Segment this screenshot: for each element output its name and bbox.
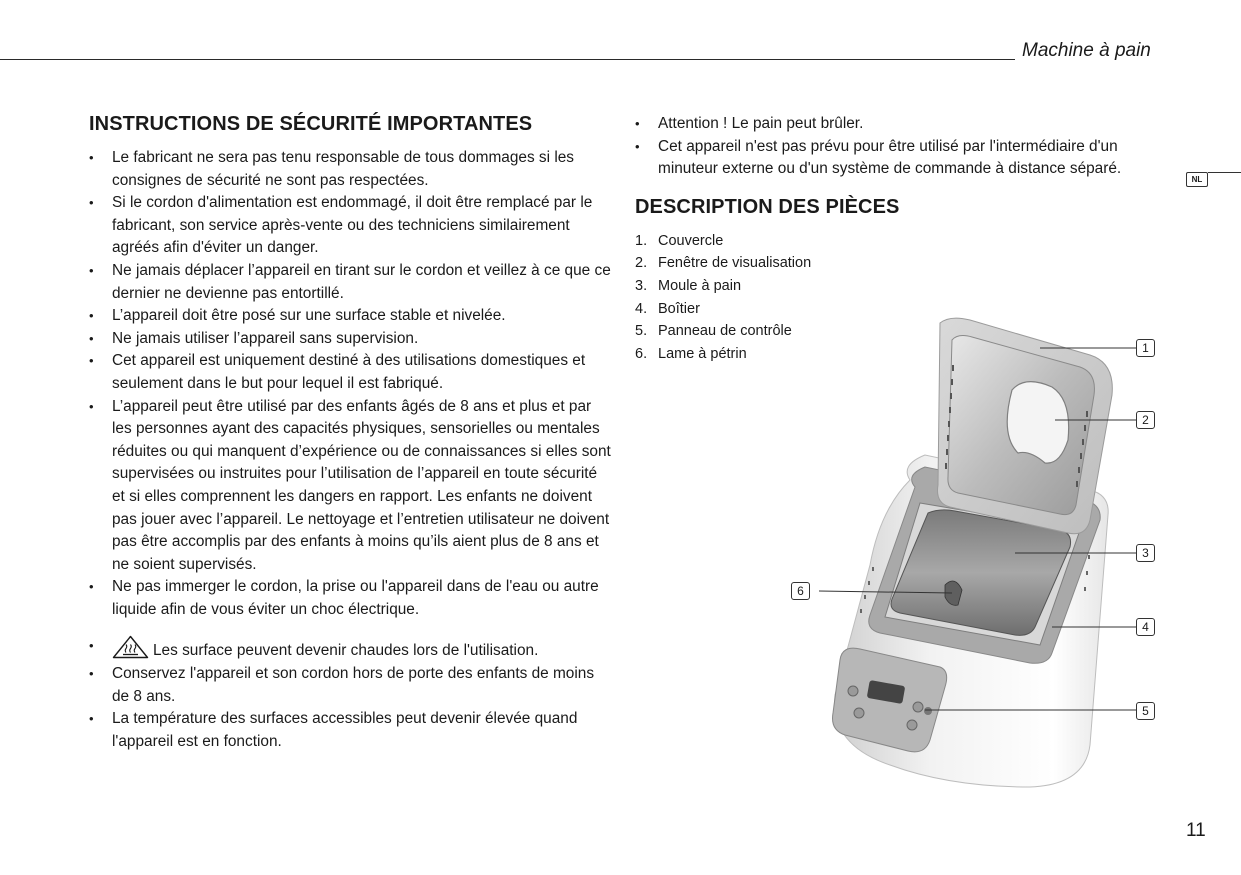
parts-item-number: 2. xyxy=(635,255,648,272)
page-number: 11 xyxy=(1186,820,1206,841)
callout-3: 3 xyxy=(1136,544,1155,562)
parts-item-number: 1. xyxy=(635,232,648,249)
header-rule xyxy=(0,59,1015,60)
parts-item-label: Moule à pain xyxy=(658,277,742,294)
safety-item: • Cet appareil est uniquement destiné à des utilisations domestiques et seulement dans le but pour lequel il est fabriqué. xyxy=(89,350,614,395)
parts-item-label: Fenêtre de visualisation xyxy=(658,255,812,272)
safety-item: • Conservez l'appareil et son cordon hors de porte des enfants de moins de 8 ans. xyxy=(89,663,614,708)
language-tab-rule xyxy=(1208,172,1241,173)
callout-1: 1 xyxy=(1136,339,1155,357)
safety-item: • Ne jamais déplacer l’appareil en tirant sur le cordon et veillez à ce que ce dernier ne devienne pas entortillé. xyxy=(89,260,614,305)
language-tab: NL xyxy=(1186,172,1208,187)
parts-item-label: Lame à pétrin xyxy=(658,345,747,362)
safety-item-hot-surface xyxy=(89,635,614,663)
safety-section xyxy=(89,113,614,753)
running-header-title: Machine à pain xyxy=(1022,40,1151,61)
callout-4: 4 xyxy=(1136,618,1155,636)
bread-machine-illustration xyxy=(790,315,1160,795)
warning-item: • Attention ! Le pain peut brûler. xyxy=(635,113,1155,136)
safety-item: • Ne jamais utiliser l’appareil sans supervision. xyxy=(89,328,614,351)
safety-heading: INSTRUCTIONS DE SÉCURITÉ IMPORTANTES xyxy=(89,113,533,135)
parts-item xyxy=(635,230,1155,253)
safety-list xyxy=(89,147,614,753)
hot-surface-warning-icon xyxy=(112,635,149,659)
parts-item-number: 6. xyxy=(635,345,648,362)
parts-item xyxy=(635,275,1155,298)
safety-item: • L’appareil doit être posé sur une surface stable et nivelée. xyxy=(89,305,614,328)
warning-item: • Cet appareil n'est pas prévu pour être utilisé par l'intermédiaire d'un minuteur externe ou d'un système de commande à distance séparé. xyxy=(635,136,1155,181)
hot-surface-text: Les surface peuvent devenir chaudes lors de l'utilisation. xyxy=(153,642,539,660)
parts-item xyxy=(635,252,1155,275)
parts-item-number: 3. xyxy=(635,277,648,294)
bread-machine-figure xyxy=(790,315,1160,795)
safety-item: • Si le cordon d'alimentation est endommagé, il doit être remplacé par le fabricant, son service après-vente ou des techniciens similairement agréés afin d'éviter un danger. xyxy=(89,192,614,260)
parts-heading: DESCRIPTION DES PIÈCES xyxy=(635,195,900,218)
parts-item-label: Panneau de contrôle xyxy=(658,323,792,340)
safety-item: • La température des surfaces accessibles peut devenir élevée quand l'appareil est en fonction. xyxy=(89,708,614,753)
extra-warnings-list xyxy=(635,113,1155,181)
safety-item: • Le fabricant ne sera pas tenu responsable de tous dommages si les consignes de sécurité ne sont pas respectées. xyxy=(89,147,614,192)
parts-item-number: 5. xyxy=(635,323,648,340)
callout-6: 6 xyxy=(791,582,810,600)
callout-2: 2 xyxy=(1136,411,1155,429)
callout-5: 5 xyxy=(1136,702,1155,720)
safety-item: • L’appareil peut être utilisé par des enfants âgés de 8 ans et plus et par les personnes ayant des capacités physiques, sensorielles ou mentales réduites ou qui manquent d’expérience ou de connaissances si elles sont supervisées ou instruites pour l’utilisation de l’appareil en toute sécurité et si elles comprennent les dangers en rapport. Les enfants ne doivent pas jouer avec l’appareil. Le nettoyage et l’entretien utilisateur ne doivent pas être accomplis par des enfants à moins qu’ils aient plus de 8 ans et ne soient supervisés. xyxy=(89,396,614,577)
safety-item: • Ne pas immerger le cordon, la prise ou l'appareil dans de l'eau ou autre liquide afin de vous éviter un choc électrique. xyxy=(89,576,614,621)
parts-item-label: Boîtier xyxy=(658,300,700,317)
parts-item-label: Couvercle xyxy=(658,232,724,249)
parts-item-number: 4. xyxy=(635,300,648,317)
